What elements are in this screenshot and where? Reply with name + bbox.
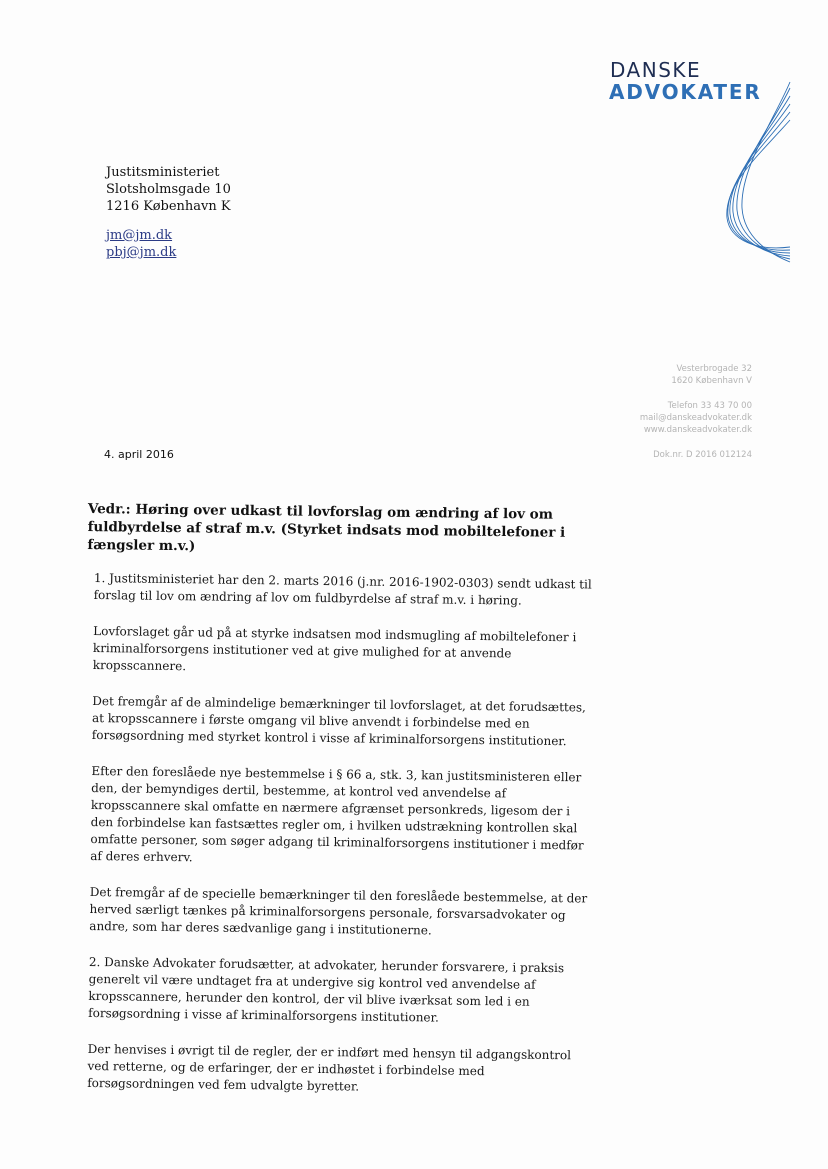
paragraph-3: Det fremgår af de almindelige bemærkninger til lovforslaget, at det forudsættes, at kropsscannere i første omgang vil blive anvendt i forbindelse med en forsøgsordning med styrket kontrol i visse af kriminalforsorgens institutioner. [91, 693, 586, 749]
letter-date: 4. april 2016 [104, 448, 174, 461]
recipient-address [106, 164, 231, 215]
paragraph-7: Der henvises i øvrigt til de regler, der er indført med hensyn til adgangskontrol ved retterne, og de erfaringer, der er indhøstet i forbindelse med forsøgsordningen ved fem udvalgte byretter. [87, 1041, 572, 1094]
logo-text-danske: DANSKE [610, 58, 702, 82]
paragraph-5: Det fremgår af de specielle bemærkninger til den foreslåede bestemmelse, at der herved særligt tænkes på kriminalforsorgens personale, forsvarsadvokater og andre, som har deres sædvanlige gang i institutionerne. [89, 884, 588, 938]
recipient-name: Justitsministeriet [106, 165, 220, 180]
document-number: Dok.nr. D 2016 012124 [653, 450, 752, 460]
recipient-street: Slotsholmsgade 10 [106, 182, 231, 197]
paragraph-6: 2. Danske Advokater forudsætter, at advokater, herunder forsvarere, i praksis generelt vil være undtaget fra at undergive sig kontrol ved anvendelse af kropsscannere, herunder den kontrol, der vil blive iværksat som led i en forsøgsordning i visse af kriminalforsorgens institutioner. [88, 954, 565, 1025]
sender-contact-block [640, 363, 752, 461]
paragraph-1: 1. Justitsministeriet har den 2. marts 2016 (j.nr. 2016-1902-0303) sendt udkast til forslag til lov om ændring af lov om fuldbyrdelse af straf m.v. i høring. [93, 570, 592, 608]
letter-subject: Vedr.: Høring over udkast til lovforslag om ændring af lov om fuldbyrdelse af straf m.v. (Styrket indsats mod mobiltelefoner i fængsler m.v.) [87, 500, 566, 555]
paragraph-2: Lovforslaget går ud på at styrke indsatsen mod indsmugling af mobiltelefoner i kriminalforsorgens institutioner ved at give mulighed for at anvende kropsscannere. [92, 623, 577, 674]
sender-web: www.danskeadvokater.dk [643, 425, 752, 435]
paragraph-4: Efter den foreslåede nye bestemmelse i § 66 a, stk. 3, kan justitsministeren eller den, der bemyndiges dertil, bestemme, at kontrol ved anvendelse af kropsscannere skal omfatte en nærmere afgrænset personkreds, ligesom der i den forbindelse kan fastsættes regler om, i hvilken udstrækning kontrollen skal omfatte personer, som søger adgang til kriminalforsorgens institutioner i medfør af deres erhverv. [90, 763, 584, 865]
letter-body [87, 570, 594, 1117]
email-link-jm[interactable]: jm@jm.dk [106, 228, 173, 243]
recipient-city: 1216 København K [106, 199, 231, 214]
sender-street: Vesterbrogade 32 [676, 364, 752, 374]
logo-text-advokater: ADVOKATER [609, 80, 762, 104]
recipient-emails [106, 227, 176, 261]
sender-email: mail@danskeadvokater.dk [639, 413, 752, 423]
sender-phone: Telefon 33 43 70 00 [667, 401, 752, 411]
sender-city: 1620 København V [671, 376, 752, 386]
swoosh-logo-icon [720, 78, 792, 264]
email-link-pbj[interactable]: pbj@jm.dk [106, 245, 177, 260]
